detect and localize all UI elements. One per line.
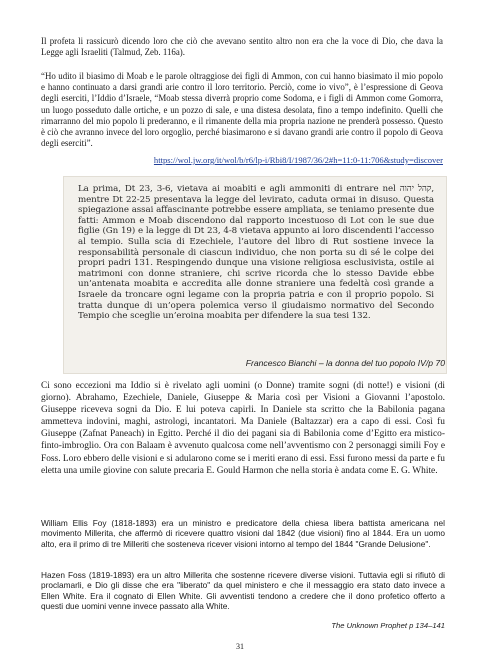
page-number: 31 [236,642,244,651]
body-paragraph-visions: Ci sono eccezioni ma Iddio si è rivelato agli uomini (o Donne) tramite sogni (di notte!) e visioni (di giorno). Abrahamo, Ezechiele, Daniele, Giuseppe & Maria così per Visioni a Giovanni l’apostolo. Giuseppe riceveva sogni da Dio. E lui poteva capirli. In Daniele sta scritto che la Babilonia pagana ammetteva indovini, maghi, astrologi, incantatori. Ma Daniele (Baltazzar) era a capo di essi. Così fu Giuseppe (Zafnat Paneach) in Egitto. Perché il dio dei pagani sia di Babilonia come d’Egitto era mistico-finto-imbroglio. Ora con Balaam è avvenuto qualcosa come nell’avventismo con 2 personaggi simili Foy e Foss. Loro ebbero delle visioni e si adularono come se i meriti erano di essi. Essi furono messi da parte e fu eletta una umile giovine con salute precaria E. Gould Harmon che nella storia è andata come E. G. White. [41,381,445,476]
intro-paragraph-1: Il profeta li rassicurò dicendo loro che ciò che avevano sentito altro non era che la voce di Dio, che dava la Legge agli Israeliti (Talmud, Zeb. 116a). [41,36,443,58]
scanned-excerpt-text: La prima, Dt 23, 3-6, vietava ai moabiti e agli ammoniti di entrare nel קהל יהוה, mentre Dt 22-25 presentava la legge del levirato, caduta ormai in disuso. Questa spiegazione assai affascinante potrebbe essere ampliata, se teniamo presente due fatti: Ammon e Moab discendono dal rapporto incestuoso di Lot con le sue due figlie (Gn 19) e la legge di Dt 23, 4-8 vietava appunto ai loro discendenti l’accesso al tempio. Sulla scia di Ezechiele, l’autore del libro di Rut sostiene invece la responsabilità personale di ciascun individuo, che non porta su di sé le colpe dei propri padri 131. Respingendo dunque una visione religiosa esclusivista, ostile ai matrimoni con donne straniere, chi scrive ricorda che lo stesso Davide ebbe un’antenata moabita e accredita alle donne straniere una fedeltà così grande a Israele da troncare ogni legame con la propria patria e con il proprio popolo. Si tratta dunque di un’opera polemica verso il giudaismo normativo del Secondo Tempio che sceglie un’eroina moabita per difendere la sua tesi 132. [78,184,434,322]
body-paragraph-foss: Hazen Foss (1819-1893) era un altro Millerita che sostenne ricevere diverse visioni. Tuttavia egli si rifiutò di proclamarli, e Dio gli disse che era "liberato" da quel ministero e che il messaggio era stato dato invece a Ellen White. Era il cognato di Ellen White. Gli avventisti tendono a credere che il dono profetico offerto a questi due uomini venne invece passato alla White. [41,570,445,612]
scanned-book-excerpt [63,176,447,374]
excerpt-caption: Francesco Bianchi – la donna del tuo popolo IV/p 70 [245,358,445,368]
intro-paragraph-2: “Ho udito il biasimo di Moab e le parole oltraggiose dei figli di Ammon, con cui hanno biasimato il mio popolo e hanno continuato a darsi grandi arie contro il loro territorio. Perciò, come io vivo”, è l’espressione di Geova degli eserciti, l’Iddio d’Israele, “Moab stessa diverrà proprio come Sodoma, e i figli di Ammon come Gomorra, un luogo posseduto dalle ortiche, e un pozzo di sale, e una distesa desolata, fino a tempo indefinito. Quelli che rimarranno del mio popolo li prederanno, e il rimanente della mia propria nazione ne prenderà possesso. Questo è ciò che avranno invece del loro orgoglio, perché biasimarono e si davano grandi arie contro il popolo di Geova degli eserciti”. [41,71,443,149]
source-link[interactable]: https://wol.jw.org/it/wol/b/r6/lp-i/Rbi8/I/1987/36/2#h=11:0-11:706&study=discover [153,155,443,165]
reference-note: The Unknown Prophet p 134–141 [331,621,445,630]
body-paragraph-foy: William Ellis Foy (1818-1893) era un ministro e predicatore della chiesa libera battista americana nel movimento Millerita, che affermò di ricevere quattro visioni dal 1842 (due visioni) fino al 1844. Era un uomo alto, era il primo di tre Milleriti che sosteneva ricever visioni intorno al tempo del 1844 "Grande Delusione". [41,518,445,549]
